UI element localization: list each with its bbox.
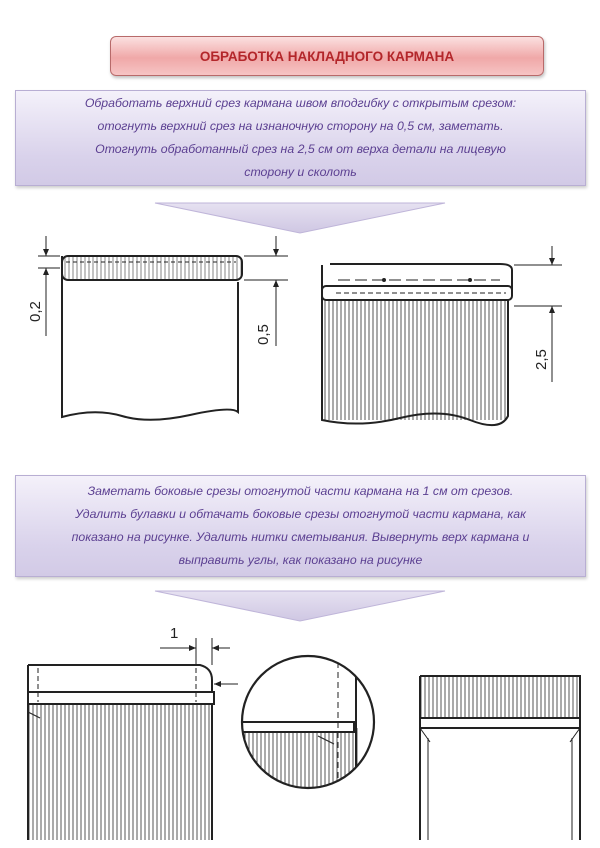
figure-stitch-sides [28, 638, 238, 840]
page-title-text: ОБРАБОТКА НАКЛАДНОГО КАРМАНА [199, 48, 455, 64]
arrow-down-2 [155, 591, 445, 621]
step-1-text: Обработать верхний срез кармана швом вподгибку с открытым срезом: отогнуть верхний срез на изнаночную сторону на 0,5 см, заметать. Отогнуть обработанный срез на 2,5 см от верха детали на лицевую сторону и сколоть [84, 96, 517, 179]
dimension-label-25: 2,5 [533, 349, 550, 370]
step-2-text: Заметать боковые срезы отогнутой части кармана на 1 см от срезов. Удалить булавки и обтачать боковые срезы отогнутой части кармана, как показано на рисунке. Удалить нитки сметывания. Вывернуть верх кармана и выправить углы, как показано на рисунке [71, 484, 530, 567]
figure-fold-25 [322, 246, 562, 425]
figure-turned-out [420, 676, 580, 840]
figure-fold-05 [38, 236, 288, 420]
dimension-label-05: 0,5 [255, 324, 272, 345]
dimension-label-1: 1 [170, 625, 179, 642]
figure-magnifier-detail [230, 648, 374, 818]
dimension-label-02: 0,2 [27, 301, 44, 322]
arrow-down-1 [155, 203, 445, 233]
